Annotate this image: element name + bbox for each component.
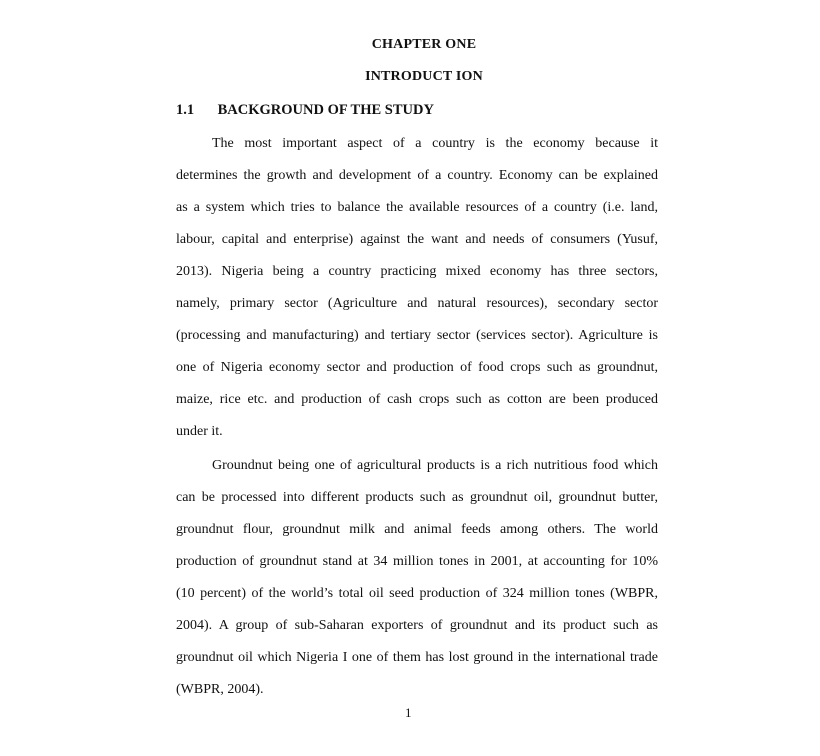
paragraph-2-line: groundnut flour, groundnut milk and animal feeds among others. The world xyxy=(176,522,658,537)
paragraph-1-line: one of Nigeria economy sector and production of food crops such as groundnut, xyxy=(176,360,658,375)
subsection-title: BACKGROUND OF THE STUDY xyxy=(217,102,434,118)
subsection-number: 1.1 xyxy=(176,102,195,118)
paragraph-2-line: can be processed into different products such as groundnut oil, groundnut butter, xyxy=(176,490,658,505)
chapter-title: CHAPTER ONE xyxy=(371,37,477,52)
paragraph-1-line: as a system which tries to balance the available resources of a country (i.e. land, xyxy=(176,200,658,215)
paragraph-2-line: (10 percent) of the world’s total oil seed production of 324 million tones (WBPR, xyxy=(176,586,658,601)
paragraph-2-line: Groundnut being one of agricultural products is a rich nutritious food which xyxy=(212,458,658,473)
paragraph-2-line: (WBPR, 2004). xyxy=(176,682,264,697)
paragraph-1-line: labour, capital and enterprise) against the want and needs of consumers (Yusuf, xyxy=(176,232,658,247)
subsection-heading xyxy=(176,102,434,119)
page-number: 1 xyxy=(405,705,412,720)
paragraph-2-line: groundnut oil which Nigeria I one of them has lost ground in the international trade xyxy=(176,650,658,665)
section-title: INTRODUCT ION xyxy=(365,69,483,84)
paragraph-2-line: production of groundnut stand at 34 million tones in 2001, at accounting for 10% xyxy=(176,554,658,569)
paragraph-1-line: 2013). Nigeria being a country practicing mixed economy has three sectors, xyxy=(176,264,658,279)
paragraph-1-line: maize, rice etc. and production of cash crops such as cotton are been produced xyxy=(176,392,658,407)
paragraph-2-line: 2004). A group of sub-Saharan exporters of groundnut and its product such as xyxy=(176,618,658,633)
paragraph-1-line: namely, primary sector (Agriculture and natural resources), secondary sector xyxy=(176,296,658,311)
paragraph-1-line: (processing and manufacturing) and tertiary sector (services sector). Agriculture is xyxy=(176,328,658,343)
paragraph-1-line: under it. xyxy=(176,424,223,439)
paragraph-1-line: determines the growth and development of a country. Economy can be explained xyxy=(176,168,658,183)
paragraph-1-line: The most important aspect of a country is the economy because it xyxy=(212,136,658,151)
